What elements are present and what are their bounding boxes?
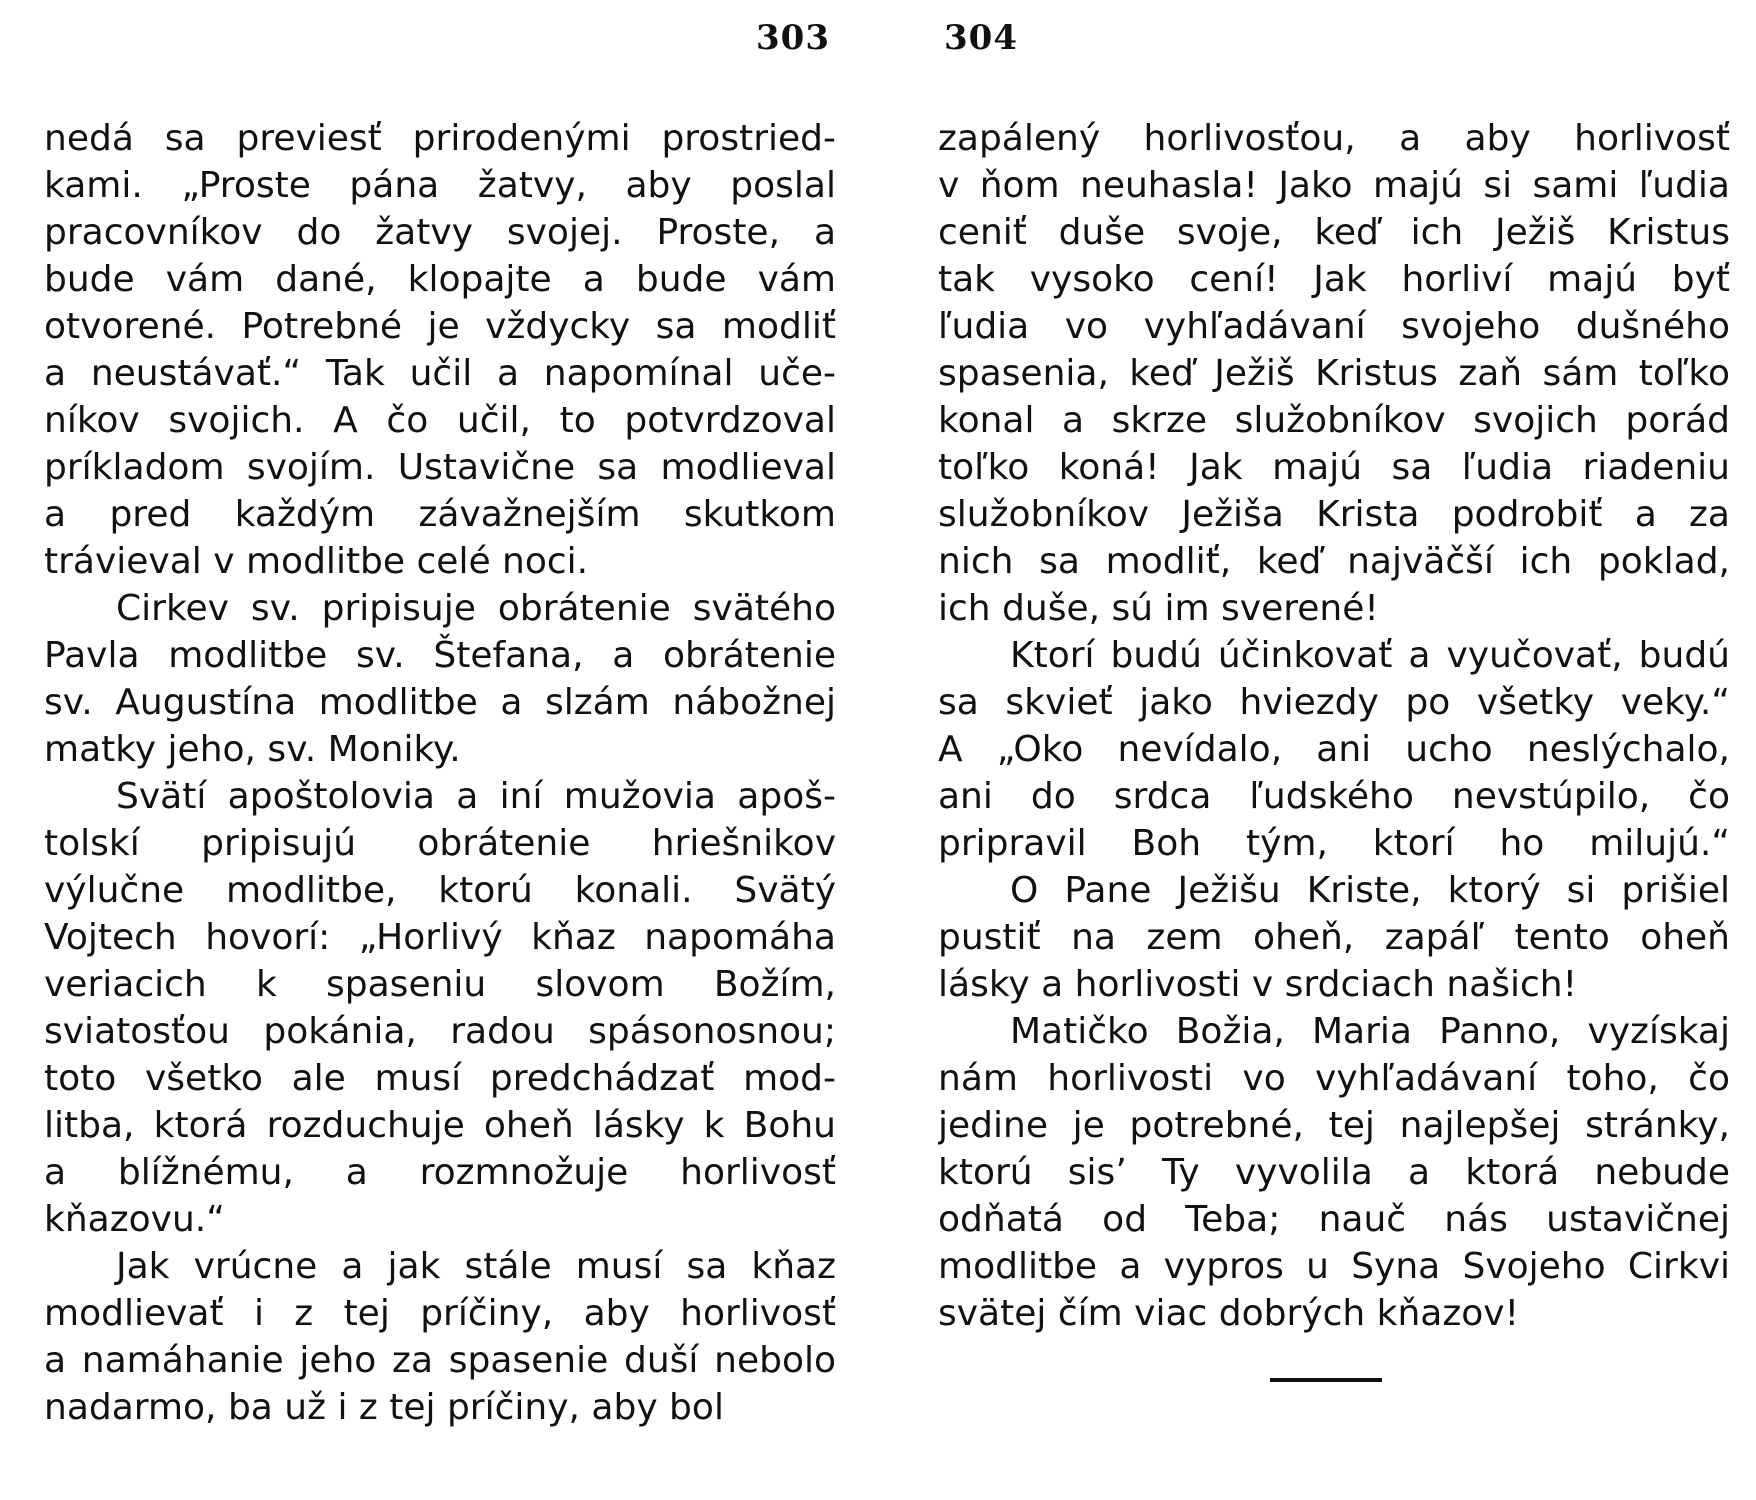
text-line: služobníkov Ježiša Krista podrobiť a za xyxy=(938,494,1730,535)
text-line: Ktorí budú účinkovať a vyučovať, budú xyxy=(1010,635,1730,676)
text-line: pracovníkov do žatvy svojej. Proste, a xyxy=(44,212,836,253)
text-line: Pavla modlitbe sv. Štefana, a obrátenie xyxy=(44,635,836,676)
text-line: príkladom svojím. Ustavične sa modlieval xyxy=(44,447,836,488)
text-line: trávieval v modlitbe celé noci. xyxy=(44,541,589,582)
text-line: matky jeho, sv. Moniky. xyxy=(44,729,461,770)
text-line: Cirkev sv. pripisuje obrátenie svätého xyxy=(116,588,836,629)
text-line: modlievať i z tej príčiny, aby horlivosť xyxy=(44,1293,836,1334)
text-line: a namáhanie jeho za spasenie duší nebolo xyxy=(44,1340,836,1381)
end-rule xyxy=(1270,1378,1382,1382)
text-line: nám horlivosti vo vyhľadávaní toho, čo xyxy=(938,1058,1730,1099)
text-line: Matičko Božia, Maria Panno, vyzískaj xyxy=(1010,1011,1730,1052)
text-line: Jak vrúcne a jak stále musí sa kňaz xyxy=(116,1246,836,1287)
text-line: sv. Augustína modlitbe a slzám nábožnej xyxy=(44,682,836,723)
text-line: ľudia vo vyhľadávaní svojeho dušného xyxy=(938,306,1730,347)
text-line: a neustávať.“ Tak učil a napomínal uče- xyxy=(44,353,836,394)
text-line: toto všetko ale musí predchádzať mod- xyxy=(44,1058,836,1099)
text-line: nedá sa previesť prirodenými prostried- xyxy=(44,118,836,159)
text-line: zapálený horlivosťou, a aby horlivosť xyxy=(938,118,1730,159)
text-line: O Pane Ježišu Kriste, ktorý si prišiel xyxy=(1010,870,1730,911)
text-line: litba, ktorá rozduchuje oheň lásky k Bohu xyxy=(44,1105,836,1146)
text-line: tak vysoko cení! Jak horliví majú byť xyxy=(938,259,1730,300)
text-line: toľko koná! Jak majú sa ľudia riadeniu xyxy=(938,447,1730,488)
text-line: pripravil Boh tým, ktorí ho milujú.“ xyxy=(938,823,1730,864)
text-line: níkov svojich. A čo učil, to potvrdzoval xyxy=(44,400,836,441)
text-line: otvorené. Potrebné je vždycky sa modliť xyxy=(44,306,836,347)
text-line: tolskí pripisujú obrátenie hriešnikov xyxy=(44,823,836,864)
text-line: kami. „Proste pána žatvy, aby poslal xyxy=(44,165,836,206)
left-page-text xyxy=(44,115,836,1431)
text-line: ich duše, sú im sverené! xyxy=(938,588,1379,629)
text-line: veriacich k spaseniu slovom Božím, xyxy=(44,964,836,1005)
text-line: sviatosťou pokánia, radou spásonosnou; xyxy=(44,1011,836,1052)
text-line: lásky a horlivosti v srdciach našich! xyxy=(938,964,1578,1005)
text-line: Svätí apoštolovia a iní mužovia apoš- xyxy=(116,776,836,817)
text-line: bude vám dané, klopajte a bude vám xyxy=(44,259,836,300)
text-line: ani do srdca ľudského nevstúpilo, čo xyxy=(938,776,1730,817)
text-line: výlučne modlitbe, ktorú konali. Svätý xyxy=(44,870,836,911)
text-line: jedine je potrebné, tej najlepšej stránky, xyxy=(938,1105,1730,1146)
text-line: nich sa modliť, keď najväčší ich poklad, xyxy=(938,541,1730,582)
text-line: v ňom neuhasla! Jako majú si sami ľudia xyxy=(938,165,1730,206)
text-line: nadarmo, ba už i z tej príčiny, aby bol xyxy=(44,1387,724,1428)
text-line: modlitbe a vypros u Syna Svojeho Cirkvi xyxy=(938,1246,1730,1287)
text-line: sa skvieť jako hviezdy po všetky veky.“ xyxy=(938,682,1730,723)
right-page-number: 304 xyxy=(944,18,1018,58)
text-line: ceniť duše svoje, keď ich Ježiš Kristus xyxy=(938,212,1730,253)
text-line: a pred každým závažnejším skutkom xyxy=(44,494,836,535)
text-line: pustiť na zem oheň, zapáľ tento oheň xyxy=(938,917,1730,958)
text-line: svätej čím viac dobrých kňazov! xyxy=(938,1293,1520,1334)
text-line: konal a skrze služobníkov svojich porád xyxy=(938,400,1730,441)
right-page-text xyxy=(938,115,1730,1337)
left-page-number: 303 xyxy=(756,18,830,58)
text-line: ktorú sis’ Ty vyvolila a ktorá nebude xyxy=(938,1152,1730,1193)
text-line: A „Oko nevídalo, ani ucho neslýchalo, xyxy=(938,729,1730,770)
text-line: odňatá od Teba; nauč nás ustavičnej xyxy=(938,1199,1730,1240)
text-line: spasenia, keď Ježiš Kristus zaň sám toľko xyxy=(938,353,1730,394)
text-line: a blížnému, a rozmnožuje horlivosť xyxy=(44,1152,836,1193)
text-line: kňazovu.“ xyxy=(44,1199,225,1240)
text-line: Vojtech hovorí: „Horlivý kňaz napomáha xyxy=(44,917,836,958)
